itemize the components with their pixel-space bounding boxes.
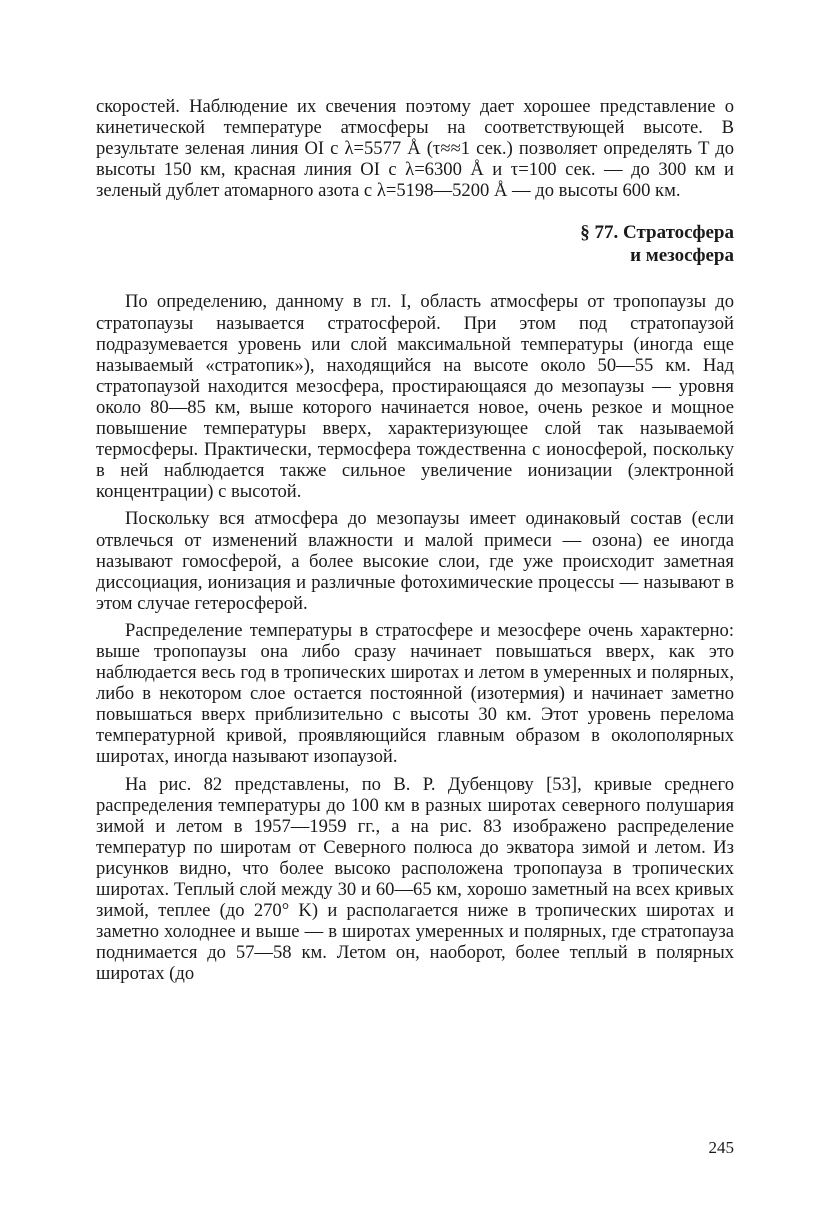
page-number: 245 <box>708 1138 734 1157</box>
paragraph-figures: На рис. 82 представлены, по В. Р. Дубенцову [53], кривые среднего распределения температуры до 100 км в разных широтах северного полушария зимой и летом в 1957—1959 гг., а на рис. 83 изображено распределение температур по широтам от Северного полюса до экватора зимой и летом. Из рисунков видно, что более высоко расположена тропопауза в тропических широтах. Теплый слой между 30 и 60—65 км, хорошо заметный на всех кривых зимой, теплее (до 270° K) и располагается ниже в тропических широтах и заметно холоднее и выше — в широтах умеренных и полярных, где стратопауза поднимается до 57—58 км. Летом он, наоборот, более теплый в полярных широтах (до <box>96 773 734 985</box>
paragraph-temperature-distribution: Распределение температуры в стратосфере и мезосфере очень характерно: выше тропопаузы она либо сразу начинает повышаться вверх, как это наблюдается весь год в тропических широтах и летом в умеренных и полярных, либо в некотором слое остается постоянной (изотермия) и начинает заметно повышаться вверх приблизительно с высоты 30 км. Этот уровень перелома температурной кривой, проявляющийся главным образом в околополярных широтах, иногда называют изопаузой. <box>96 619 734 768</box>
section-heading-line1 <box>96 221 734 244</box>
spacer <box>96 267 734 291</box>
paragraph-homosphere: Поскольку вся атмосфера до мезопаузы имеет одинаковый состав (если отвлечься от изменений влажности и малой примеси — озона) ее иногда называют гомосферой, а более высокие слои, где уже происходит заметная диссоциация, ионизация и различные фотохимические процессы — называют в этом случае гетеросферой. <box>96 508 734 614</box>
section-title-line2: и мезосфера <box>630 245 734 267</box>
top-paragraph: скоростей. Наблюдение их свечения поэтому дает хорошее представление о кинетической температуре атмосферы на соответствующей высоте. В результате зеленая линия OI с λ=5577 Å (τ≈≈1 сек.) позволяет определять T до высоты 150 км, красная линия OI с λ=6300 Å и τ=100 сек. — до 300 км и зеленый дублет атомарного азота с λ=5198—5200 Å — до высоты 600 км. <box>96 96 734 202</box>
section-number: § 77. <box>580 222 619 244</box>
paragraph-stratosphere-definition: По определению, данному в гл. I, область атмосферы от тропопаузы до стратопаузы называется стратосферой. При этом под стратопаузой подразумевается уровень или слой максимальной температуры (иногда еще называемый «стратопик»), находящийся на высоте около 50—55 км. Над стратопаузой находится мезосфера, простирающаяся до мезопаузы — уровня около 80—85 км, выше которого начинается новое, очень резкое и мощное повышение температуры вверх, характеризующее слой так называемой термосферы. Практически, термосфера тождественна с ионосферой, поскольку в ней наблюдается также сильное увеличение ионизации (электронной концентрации) с высотой. <box>96 291 734 503</box>
section-heading <box>96 221 734 267</box>
book-page <box>96 96 734 984</box>
section-title-line1: Стратосфера <box>622 222 734 244</box>
